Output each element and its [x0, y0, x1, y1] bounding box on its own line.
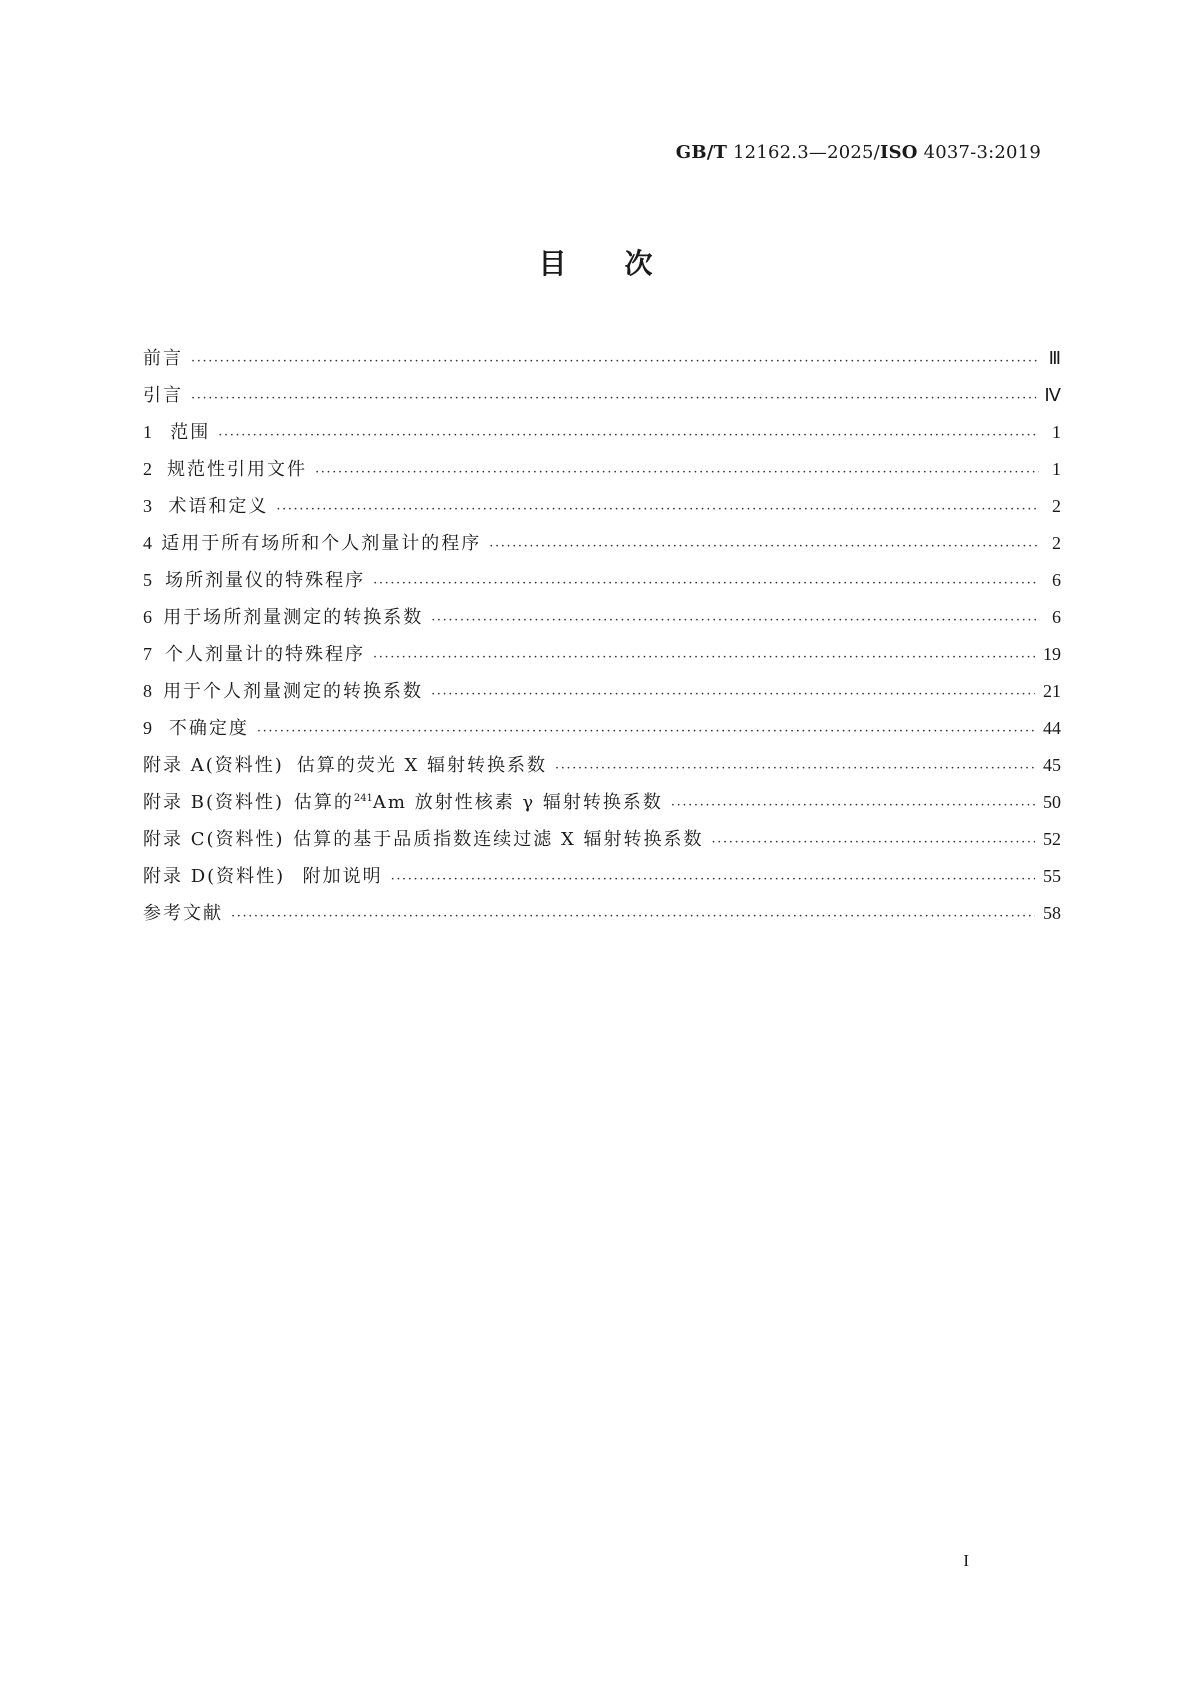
toc-page-number: 19 [1043, 644, 1061, 664]
dot-leader [489, 532, 1039, 562]
toc-label: 不确定度 [168, 718, 249, 739]
toc-page-number: 1 [1052, 459, 1061, 479]
dot-leader [231, 902, 1035, 932]
dot-leader [431, 680, 1035, 710]
toc-entry-5[interactable] [143, 562, 1061, 599]
toc-page-number: 1 [1052, 422, 1061, 442]
toc-page-number: 6 [1052, 570, 1061, 590]
toc-entry-annex-a[interactable] [143, 747, 1061, 784]
iso-number: 4037-3:2019 [923, 142, 1041, 163]
iso-prefix: ISO [879, 142, 918, 163]
toc-label [294, 784, 663, 821]
toc-page-number: 58 [1043, 903, 1061, 923]
toc-entry-bibliography[interactable] [143, 895, 1061, 932]
toc-label: 范围 [170, 422, 211, 443]
annex-designation: 附录 B [143, 792, 206, 813]
toc-page-number: 50 [1043, 792, 1061, 812]
annex-type: (资料性) [206, 829, 285, 850]
annex-type: (资料性) [205, 755, 284, 776]
toc-label: 适用于所有场所和个人剂量计的程序 [161, 533, 482, 554]
page-number: I [963, 1551, 969, 1570]
dot-leader [191, 384, 1036, 414]
toc-label: 估算的基于品质指数连续过滤 X 辐射转换系数 [293, 829, 704, 850]
toc-label: 场所剂量仪的特殊程序 [165, 570, 366, 591]
dot-leader [373, 643, 1035, 673]
toc-entry-introduction[interactable] [143, 377, 1061, 414]
toc-entry-3[interactable] [143, 488, 1061, 525]
toc-page-number: Ⅳ [1044, 385, 1061, 405]
std-year: 2025/ [827, 142, 880, 163]
toc-label-rest: Am 放射性核素 γ 辐射转换系数 [372, 792, 663, 813]
dot-leader [555, 754, 1035, 784]
toc-entry-9[interactable] [143, 710, 1061, 747]
toc-section-number: 8 [143, 681, 152, 701]
page-title [0, 242, 1191, 282]
toc-page-number: 2 [1052, 533, 1061, 553]
dot-leader [671, 791, 1035, 821]
dot-leader [276, 495, 1039, 525]
toc-page-number: 2 [1052, 496, 1061, 516]
toc-section-number: 7 [143, 644, 152, 664]
toc-label: 前言 [143, 348, 183, 369]
toc-section-number: 2 [143, 459, 152, 479]
toc-label: 估算的荧光 X 辐射转换系数 [296, 755, 547, 776]
title-char-2: 次 [624, 247, 653, 280]
standard-number-header [676, 142, 1041, 163]
dot-leader [373, 569, 1039, 599]
toc-entry-6[interactable] [143, 599, 1061, 636]
std-prefix: GB/T [675, 142, 728, 163]
toc-entry-annex-b[interactable] [143, 784, 1061, 821]
toc-page-number: Ⅲ [1048, 348, 1061, 368]
toc-entry-annex-d[interactable] [143, 858, 1061, 895]
toc-section-number: 3 [143, 496, 152, 516]
toc-entry-annex-c[interactable] [143, 821, 1061, 858]
title-char-1: 目 [538, 247, 567, 280]
toc-entry-foreword[interactable] [143, 340, 1061, 377]
dot-leader [391, 865, 1035, 895]
toc-page-number: 55 [1043, 866, 1061, 886]
toc-section-number: 5 [143, 570, 152, 590]
table-of-contents [143, 340, 1061, 932]
toc-label: 术语和定义 [168, 496, 269, 517]
toc-section-number: 9 [143, 718, 152, 738]
dot-leader [315, 458, 1039, 488]
toc-label-prefix: 估算的 [293, 792, 354, 813]
annex-type: (资料性) [207, 866, 286, 887]
toc-entry-1[interactable] [143, 414, 1061, 451]
toc-section-number: 1 [143, 422, 152, 442]
toc-label: 用于个人剂量测定的转换系数 [163, 681, 424, 702]
toc-label: 个人剂量计的特殊程序 [165, 644, 365, 665]
dot-leader [218, 421, 1039, 451]
toc-entry-2[interactable] [143, 451, 1061, 488]
dot-leader [431, 606, 1039, 636]
annex-designation: 附录 C [143, 829, 207, 850]
toc-section-number: 4 [143, 533, 152, 553]
isotope-mass-number: 241 [353, 793, 373, 804]
toc-section-number: 6 [143, 607, 152, 627]
std-dash: — [808, 142, 828, 163]
toc-label: 规范性引用文件 [167, 459, 308, 480]
dot-leader [712, 828, 1035, 858]
toc-label: 附加说明 [302, 866, 383, 887]
toc-page-number: 21 [1043, 681, 1061, 701]
toc-entry-4[interactable] [143, 525, 1061, 562]
annex-designation: 附录 D [143, 866, 208, 887]
toc-page-number: 44 [1043, 718, 1061, 738]
toc-page-number: 52 [1043, 829, 1061, 849]
toc-label: 引言 [143, 385, 183, 406]
annex-type: (资料性) [205, 792, 284, 813]
toc-page-number: 45 [1043, 755, 1061, 775]
toc-entry-8[interactable] [143, 673, 1061, 710]
std-number: 12162.3 [733, 142, 809, 163]
toc-entry-7[interactable] [143, 636, 1061, 673]
toc-label: 用于场所剂量测定的转换系数 [163, 607, 424, 628]
annex-designation: 附录 A [143, 755, 206, 776]
dot-leader [257, 717, 1035, 747]
dot-leader [191, 347, 1039, 377]
toc-label: 参考文献 [143, 903, 223, 924]
toc-page-number: 6 [1052, 607, 1061, 627]
